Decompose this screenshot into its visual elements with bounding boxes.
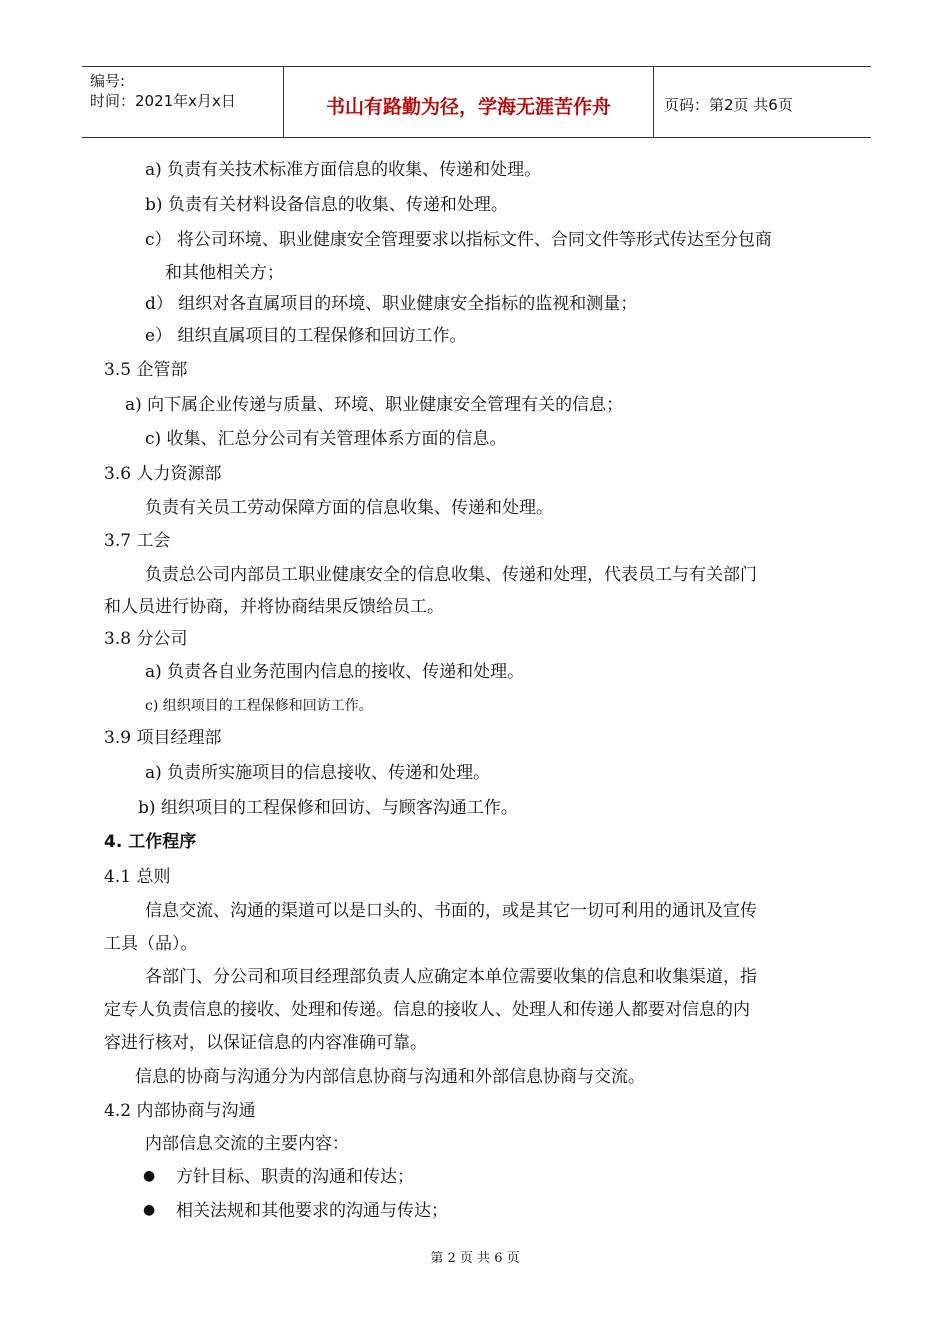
list-item: 相关法规和其他要求的沟通与传达； bbox=[176, 1201, 448, 1221]
text-line: 容进行核对，以保证信息的内容准确可靠。 bbox=[104, 1033, 427, 1053]
section-heading: 3.9 项目经理部 bbox=[104, 728, 222, 748]
header-motto: 书山有路勤为径，学海无涯苦作舟 bbox=[284, 67, 654, 137]
header-meta bbox=[82, 67, 284, 137]
text-line: 各部门、分公司和项目经理部负责人应确定本单位需要收集的信息和收集渠道，指 bbox=[145, 967, 757, 987]
bullet-icon: ● bbox=[143, 1202, 156, 1218]
list-item: 方针目标、职责的沟通和传达； bbox=[176, 1167, 414, 1187]
text-line: a) 负责所实施项目的信息接收、传递和处理。 bbox=[145, 763, 491, 783]
section-heading: 3.7 工会 bbox=[104, 531, 171, 551]
bullet-icon: ● bbox=[143, 1168, 156, 1184]
text-line: a) 负责各自业务范围内信息的接收、传递和处理。 bbox=[145, 662, 525, 682]
text-line: b) 负责有关材料设备信息的收集、传递和处理。 bbox=[145, 195, 508, 215]
text-line: 内部信息交流的主要内容： bbox=[145, 1134, 349, 1154]
section-heading: 3.6 人力资源部 bbox=[104, 464, 222, 484]
section-heading: 3.5 企管部 bbox=[104, 360, 188, 380]
text-line: c） 将公司环境、职业健康安全管理要求以指标文件、合同文件等形式传达至分包商 bbox=[145, 230, 772, 250]
text-line: 信息交流、沟通的渠道可以是口头的、书面的，或是其它一切可利用的通讯及宣传 bbox=[145, 901, 757, 921]
text-line: 和人员进行协商，并将协商结果反馈给员工。 bbox=[104, 597, 444, 617]
section-heading: 4.2 内部协商与沟通 bbox=[104, 1101, 256, 1121]
section-heading: 3.8 分公司 bbox=[104, 629, 188, 649]
text-line: b) 组织项目的工程保修和回访、与顾客沟通工作。 bbox=[138, 798, 518, 818]
chapter-heading: 4. 工作程序 bbox=[104, 832, 197, 852]
text-line: c) 组织项目的工程保修和回访工作。 bbox=[145, 698, 373, 714]
text-line: c) 收集、汇总分公司有关管理体系方面的信息。 bbox=[145, 429, 507, 449]
text-line: a) 负责有关技术标准方面信息的收集、传递和处理。 bbox=[145, 160, 542, 180]
doc-number-label: 编号: bbox=[90, 72, 126, 90]
text-line: 信息的协商与沟通分为内部信息协商与沟通和外部信息协商与交流。 bbox=[135, 1067, 645, 1087]
doc-date-label: 时间：2021年x月x日 bbox=[90, 92, 236, 110]
text-line: 工具（品）。 bbox=[104, 934, 198, 954]
header-page-label: 页码：第2页 共6页 bbox=[664, 95, 793, 114]
text-line: 负责有关员工劳动保障方面的信息收集、传递和处理。 bbox=[145, 498, 553, 518]
page-header bbox=[82, 66, 871, 138]
text-line: d） 组织对各直属项目的环境、职业健康安全指标的监视和测量； bbox=[145, 294, 638, 314]
text-line: a) 向下属企业传递与质量、环境、职业健康安全管理有关的信息； bbox=[125, 395, 624, 415]
text-line: e） 组织直属项目的工程保修和回访工作。 bbox=[145, 326, 467, 346]
text-line: 定专人负责信息的接收、处理和传递。信息的接收人、处理人和传递人都要对信息的内 bbox=[104, 1000, 750, 1020]
section-heading: 4.1 总则 bbox=[104, 867, 171, 887]
text-line: 和其他相关方； bbox=[165, 263, 284, 283]
text-line: 负责总公司内部员工职业健康安全的信息收集、传递和处理，代表员工与有关部门 bbox=[145, 565, 757, 585]
page-footer: 第 2 页 共 6 页 bbox=[430, 1251, 520, 1266]
